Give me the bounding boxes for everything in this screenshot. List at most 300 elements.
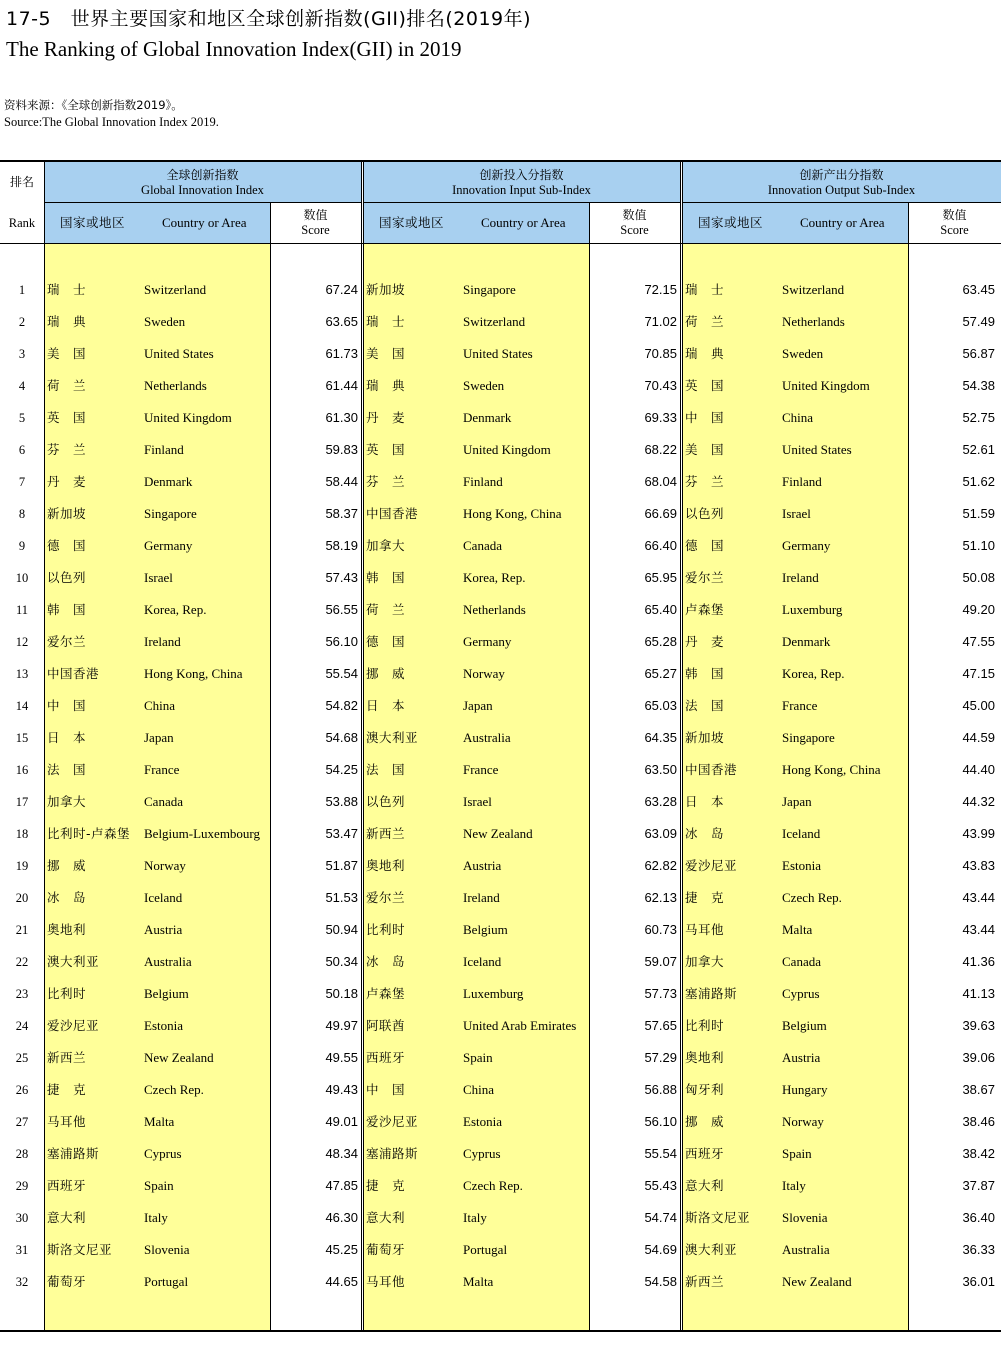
output-score: 56.87 (962, 346, 995, 361)
output-country-cn: 意大利 (685, 1178, 725, 1193)
input-country-cn: 荷 兰 (366, 602, 406, 617)
gii-score: 49.43 (325, 1082, 358, 1097)
output-country-cn: 比利时 (685, 1018, 725, 1033)
header-score-cn: 数值 (622, 208, 647, 222)
header-gii-en: Global Innovation Index (141, 182, 264, 197)
header-score-en: Score (301, 223, 330, 237)
gii-country-en: Spain (144, 1178, 174, 1193)
input-score: 72.15 (644, 282, 677, 297)
input-country-cn: 马耳他 (366, 1274, 406, 1289)
output-score: 38.67 (962, 1082, 995, 1097)
input-country-cn: 捷 克 (366, 1178, 406, 1193)
gii-score: 45.25 (325, 1242, 358, 1257)
output-country-en: Korea, Rep. (782, 666, 845, 681)
input-country-cn: 中 国 (366, 1082, 406, 1097)
table-row (0, 1138, 1001, 1170)
output-country-cn: 捷 克 (685, 890, 725, 905)
input-score: 57.65 (644, 1018, 677, 1033)
gii-country-cn: 捷 克 (47, 1082, 87, 1097)
header-score-cn: 数值 (303, 208, 328, 222)
input-country-cn: 中国香港 (366, 506, 419, 521)
gii-country-cn: 瑞 士 (47, 282, 87, 297)
rank-cell: 28 (15, 1147, 29, 1161)
gii-score: 48.34 (325, 1146, 358, 1161)
input-country-cn: 瑞 典 (366, 378, 406, 393)
gii-country-en: Malta (144, 1114, 175, 1129)
gii-score: 57.43 (325, 570, 358, 585)
input-country-en: Japan (463, 698, 493, 713)
gii-score: 54.68 (325, 730, 358, 745)
output-score: 43.99 (962, 826, 995, 841)
table-row (0, 818, 1001, 850)
table-row (0, 594, 1001, 626)
gii-score: 61.30 (325, 410, 358, 425)
table-row (0, 626, 1001, 658)
table-row (0, 338, 1001, 370)
rank-cell: 32 (15, 1275, 29, 1289)
output-score: 63.45 (962, 282, 995, 297)
output-country-cn: 德 国 (685, 538, 725, 553)
input-country-en: United Arab Emirates (463, 1018, 577, 1033)
output-country-cn: 卢森堡 (685, 602, 725, 617)
input-score: 55.43 (644, 1178, 677, 1193)
table-row (0, 978, 1001, 1010)
output-country-cn: 冰 岛 (685, 826, 725, 841)
gii-country-cn: 芬 兰 (47, 442, 87, 457)
gii-country-cn: 意大利 (47, 1210, 87, 1225)
rank-cell: 12 (15, 635, 29, 649)
ranking-table (0, 160, 1001, 1332)
gii-country-cn: 斯洛文尼亚 (47, 1242, 113, 1257)
output-score: 36.01 (962, 1274, 995, 1289)
rank-cell: 30 (15, 1211, 29, 1225)
input-country-en: United States (463, 346, 533, 361)
gii-country-cn: 西班牙 (47, 1178, 87, 1193)
header-score-cell (908, 202, 1001, 243)
gii-country-cn: 新西兰 (47, 1050, 87, 1065)
gii-score: 51.53 (325, 890, 358, 905)
input-score: 60.73 (644, 922, 677, 937)
rank-cell: 16 (15, 763, 29, 777)
header-score-cn: 数值 (942, 208, 967, 222)
output-country-cn: 新加坡 (685, 730, 725, 745)
page-title-cn: 17-5 世界主要国家和地区全球创新指数(GII)排名(2019年) (6, 8, 532, 30)
gii-country-en: Israel (144, 570, 173, 585)
table-row (0, 1234, 1001, 1266)
gii-country-en: Sweden (144, 314, 186, 329)
output-country-en: Czech Rep. (782, 890, 842, 905)
output-score: 51.62 (962, 474, 995, 489)
input-country-en: Cyprus (463, 1146, 501, 1161)
output-score: 43.83 (962, 858, 995, 873)
output-country-en: Germany (782, 538, 831, 553)
input-country-cn: 新西兰 (366, 826, 406, 841)
input-score: 70.85 (644, 346, 677, 361)
gii-country-cn: 美 国 (47, 346, 87, 361)
gii-country-en: Switzerland (144, 282, 207, 297)
input-country-cn: 新加坡 (366, 282, 406, 297)
output-country-en: Japan (782, 794, 812, 809)
gii-country-en: Korea, Rep. (144, 602, 207, 617)
gii-score: 55.54 (325, 666, 358, 681)
rank-cell: 29 (15, 1179, 29, 1193)
header-score-cell (589, 202, 680, 243)
gii-score: 59.83 (325, 442, 358, 457)
gii-country-cn: 塞浦路斯 (47, 1146, 100, 1161)
output-country-en: Switzerland (782, 282, 845, 297)
output-score: 52.61 (962, 442, 995, 457)
gii-country-cn: 中 国 (47, 698, 87, 713)
table-row (0, 434, 1001, 466)
gii-country-cn: 爱沙尼亚 (47, 1018, 100, 1033)
output-country-cn: 爱沙尼亚 (685, 858, 738, 873)
rank-cell: 19 (15, 859, 29, 873)
rank-cell: 10 (15, 571, 29, 585)
output-country-en: Finland (782, 474, 822, 489)
input-country-cn: 以色列 (366, 794, 406, 809)
output-country-en: United States (782, 442, 852, 457)
input-score: 68.04 (644, 474, 677, 489)
gii-score: 53.47 (325, 826, 358, 841)
rank-cell: 13 (15, 667, 29, 681)
rank-cell: 27 (15, 1115, 29, 1129)
output-country-cn: 匈牙利 (685, 1082, 725, 1097)
input-country-en: Switzerland (463, 314, 526, 329)
gii-country-cn: 德 国 (47, 538, 87, 553)
gii-score: 56.10 (325, 634, 358, 649)
source-note-cn: 资料来源：《全球创新指数2019》。 (4, 98, 183, 112)
output-country-cn: 加拿大 (685, 954, 725, 969)
input-country-cn: 英 国 (366, 442, 406, 457)
gii-score: 58.37 (325, 506, 358, 521)
output-score: 43.44 (962, 922, 995, 937)
input-country-en: Luxemburg (463, 986, 524, 1001)
table-row (0, 306, 1001, 338)
input-country-cn: 美 国 (366, 346, 406, 361)
rank-cell: 4 (18, 379, 26, 393)
header-output-en: Innovation Output Sub-Index (767, 182, 916, 197)
gii-country-cn: 新加坡 (47, 506, 87, 521)
output-country-cn: 法 国 (685, 698, 725, 713)
table-row (0, 530, 1001, 562)
input-country-cn: 德 国 (366, 634, 406, 649)
output-country-cn: 丹 麦 (685, 634, 725, 649)
gii-country-en: Belgium-Luxembourg (144, 826, 261, 841)
gii-country-en: New Zealand (144, 1050, 214, 1065)
input-country-en: Estonia (463, 1114, 502, 1129)
output-score: 39.63 (962, 1018, 995, 1033)
input-score: 68.22 (644, 442, 677, 457)
output-country-cn: 马耳他 (685, 922, 725, 937)
output-country-cn: 挪 威 (685, 1114, 725, 1129)
output-country-en: Italy (782, 1178, 806, 1193)
output-score: 57.49 (962, 314, 995, 329)
output-country-en: Hong Kong, China (782, 762, 881, 777)
input-country-en: Portugal (463, 1242, 508, 1257)
gii-country-cn: 以色列 (47, 570, 87, 585)
rank-cell: 18 (15, 827, 29, 841)
gii-country-cn: 法 国 (47, 762, 87, 777)
input-score: 64.35 (644, 730, 677, 745)
output-score: 47.15 (962, 666, 995, 681)
header-input-group (363, 162, 680, 202)
rank-cell: 22 (15, 955, 29, 969)
gii-score: 50.34 (325, 954, 358, 969)
gii-country-en: Netherlands (144, 378, 207, 393)
table-row (0, 1202, 1001, 1234)
gii-score: 54.25 (325, 762, 358, 777)
input-country-en: Denmark (463, 410, 512, 425)
output-score: 44.59 (962, 730, 995, 745)
header-output-group (682, 162, 1001, 202)
page-title-en: The Ranking of Global Innovation Index(GII) in 2019 (6, 37, 462, 61)
output-country-cn: 西班牙 (685, 1146, 725, 1161)
table-row (0, 370, 1001, 402)
input-score: 54.69 (644, 1242, 677, 1257)
input-score: 69.33 (644, 410, 677, 425)
gii-country-en: Italy (144, 1210, 168, 1225)
gii-score: 61.73 (325, 346, 358, 361)
input-country-en: Canada (463, 538, 502, 553)
output-country-en: Australia (782, 1242, 830, 1257)
rank-cell: 26 (15, 1083, 29, 1097)
rank-cell: 6 (18, 443, 26, 457)
table-row (0, 850, 1001, 882)
gii-score: 50.18 (325, 986, 358, 1001)
rank-cell: 25 (15, 1051, 29, 1065)
input-country-en: Australia (463, 730, 511, 745)
input-country-en: Norway (463, 666, 505, 681)
output-country-cn: 英 国 (685, 378, 725, 393)
output-score: 44.40 (962, 762, 995, 777)
gii-score: 58.19 (325, 538, 358, 553)
gii-score: 46.30 (325, 1210, 358, 1225)
output-country-cn: 新西兰 (685, 1274, 725, 1289)
gii-score: 44.65 (325, 1274, 358, 1289)
input-score: 54.74 (644, 1210, 677, 1225)
table-row (0, 1106, 1001, 1138)
header-score-cell (270, 202, 361, 243)
output-country-en: Estonia (782, 858, 821, 873)
header-input-cn: 创新投入分指数 (479, 167, 564, 182)
gii-country-en: Portugal (144, 1274, 189, 1289)
header-country-cn: 国家或地区 (60, 215, 126, 230)
header-country-en: Country or Area (162, 215, 247, 230)
input-country-cn: 爱沙尼亚 (366, 1114, 419, 1129)
output-country-cn: 中 国 (685, 410, 725, 425)
gii-country-cn: 澳大利亚 (47, 954, 100, 969)
input-country-en: France (463, 762, 499, 777)
gii-country-en: United Kingdom (144, 410, 232, 425)
rank-cell: 14 (15, 699, 29, 713)
output-country-en: Ireland (782, 570, 819, 585)
gii-score: 56.55 (325, 602, 358, 617)
gii-country-cn: 爱尔兰 (47, 634, 87, 649)
gii-score: 63.65 (325, 314, 358, 329)
gii-country-cn: 比利时 (47, 986, 87, 1001)
table-row (0, 786, 1001, 818)
input-country-cn: 奥地利 (366, 858, 406, 873)
output-score: 41.36 (962, 954, 995, 969)
gii-country-en: Japan (144, 730, 174, 745)
header-rank-en: Rank (8, 215, 36, 230)
rank-cell: 24 (15, 1019, 29, 1033)
header-country-cn: 国家或地区 (379, 215, 445, 230)
header-country-en: Country or Area (481, 215, 566, 230)
header-input-en: Innovation Input Sub-Index (452, 182, 591, 197)
input-score: 62.82 (644, 858, 677, 873)
rank-cell: 11 (15, 603, 29, 617)
table-row (0, 754, 1001, 786)
output-score: 51.10 (962, 538, 995, 553)
output-score: 47.55 (962, 634, 995, 649)
output-country-cn: 芬 兰 (685, 474, 725, 489)
input-country-cn: 瑞 士 (366, 314, 406, 329)
rank-cell: 31 (15, 1243, 29, 1257)
table-row (0, 274, 1001, 306)
output-country-cn: 瑞 士 (685, 282, 725, 297)
output-country-en: United Kingdom (782, 378, 870, 393)
output-country-en: Sweden (782, 346, 824, 361)
input-country-cn: 澳大利亚 (366, 730, 419, 745)
gii-score: 49.97 (325, 1018, 358, 1033)
output-country-cn: 中国香港 (685, 762, 738, 777)
input-score: 63.09 (644, 826, 677, 841)
input-country-en: Sweden (463, 378, 505, 393)
output-country-en: China (782, 410, 814, 425)
rank-cell: 2 (18, 315, 26, 329)
table-row (0, 1170, 1001, 1202)
input-country-cn: 芬 兰 (366, 474, 406, 489)
input-score: 63.28 (644, 794, 677, 809)
gii-country-en: Cyprus (144, 1146, 182, 1161)
input-country-en: Belgium (463, 922, 508, 937)
table-row (0, 402, 1001, 434)
input-country-en: New Zealand (463, 826, 533, 841)
gii-country-en: China (144, 698, 176, 713)
table-row (0, 562, 1001, 594)
output-country-en: Iceland (782, 826, 821, 841)
input-country-cn: 韩 国 (366, 570, 406, 585)
gii-country-en: Finland (144, 442, 184, 457)
header-rank-en-cell (0, 202, 44, 243)
header-country-cn: 国家或地区 (698, 215, 764, 230)
gii-country-cn: 荷 兰 (47, 378, 87, 393)
gii-country-cn: 日 本 (47, 730, 87, 745)
table-row (0, 722, 1001, 754)
gii-country-en: Estonia (144, 1018, 183, 1033)
output-score: 36.33 (962, 1242, 995, 1257)
table-row (0, 498, 1001, 530)
header-output-cn: 创新产出分指数 (799, 167, 884, 182)
header-gii-cn: 全球创新指数 (166, 167, 239, 182)
header-country-en: Country or Area (800, 215, 885, 230)
gii-country-cn: 瑞 典 (47, 314, 87, 329)
input-country-cn: 卢森堡 (366, 986, 406, 1001)
output-score: 37.87 (962, 1178, 995, 1193)
gii-country-en: Hong Kong, China (144, 666, 243, 681)
output-country-en: Netherlands (782, 314, 845, 329)
output-country-en: Slovenia (782, 1210, 828, 1225)
input-country-en: Czech Rep. (463, 1178, 523, 1193)
rank-cell: 5 (18, 411, 26, 425)
input-country-cn: 爱尔兰 (366, 890, 406, 905)
input-score: 56.88 (644, 1082, 677, 1097)
input-score: 59.07 (644, 954, 677, 969)
rank-cell: 8 (18, 507, 26, 521)
output-country-cn: 以色列 (685, 506, 725, 521)
gii-country-cn: 加拿大 (47, 794, 87, 809)
input-country-en: Austria (463, 858, 502, 873)
gii-country-cn: 挪 威 (47, 858, 87, 873)
gii-score: 61.44 (325, 378, 358, 393)
rank-cell: 9 (18, 539, 26, 553)
input-score: 65.27 (644, 666, 677, 681)
header-rank-cn-cell (0, 162, 44, 202)
input-score: 71.02 (644, 314, 677, 329)
table-row (0, 914, 1001, 946)
gii-country-cn: 中国香港 (47, 666, 100, 681)
output-score: 38.42 (962, 1146, 995, 1161)
gii-score: 51.87 (325, 858, 358, 873)
input-score: 66.40 (644, 538, 677, 553)
input-country-cn: 法 国 (366, 762, 406, 777)
output-country-cn: 韩 国 (685, 666, 725, 681)
output-country-cn: 澳大利亚 (685, 1242, 738, 1257)
input-country-en: Korea, Rep. (463, 570, 526, 585)
input-country-cn: 加拿大 (366, 538, 406, 553)
table-row (0, 946, 1001, 978)
output-country-en: Hungary (782, 1082, 828, 1097)
gii-country-en: Belgium (144, 986, 189, 1001)
input-country-en: China (463, 1082, 495, 1097)
input-country-en: Iceland (463, 954, 502, 969)
gii-score: 54.82 (325, 698, 358, 713)
output-country-cn: 爱尔兰 (685, 570, 725, 585)
gii-country-en: Norway (144, 858, 186, 873)
input-score: 66.69 (644, 506, 677, 521)
input-country-en: Germany (463, 634, 512, 649)
input-score: 65.03 (644, 698, 677, 713)
gii-country-en: Australia (144, 954, 192, 969)
output-country-cn: 美 国 (685, 442, 725, 457)
input-country-cn: 比利时 (366, 922, 406, 937)
input-country-cn: 日 本 (366, 698, 406, 713)
gii-country-cn: 马耳他 (47, 1114, 87, 1129)
rank-cell: 7 (18, 475, 26, 489)
input-score: 56.10 (644, 1114, 677, 1129)
output-country-en: Spain (782, 1146, 812, 1161)
output-country-en: Singapore (782, 730, 835, 745)
input-score: 65.95 (644, 570, 677, 585)
gii-score: 49.01 (325, 1114, 358, 1129)
input-score: 65.40 (644, 602, 677, 617)
header-score-en: Score (620, 223, 649, 237)
output-score: 54.38 (962, 378, 995, 393)
output-country-en: Denmark (782, 634, 831, 649)
output-country-en: Belgium (782, 1018, 827, 1033)
input-score: 65.28 (644, 634, 677, 649)
table-row (0, 658, 1001, 690)
input-country-en: Spain (463, 1050, 493, 1065)
rank-cell: 21 (15, 923, 29, 937)
gii-country-en: Singapore (144, 506, 197, 521)
input-country-en: Italy (463, 1210, 487, 1225)
output-country-en: New Zealand (782, 1274, 852, 1289)
header-score-en: Score (940, 223, 969, 237)
gii-country-cn: 葡萄牙 (47, 1274, 87, 1289)
output-score: 43.44 (962, 890, 995, 905)
